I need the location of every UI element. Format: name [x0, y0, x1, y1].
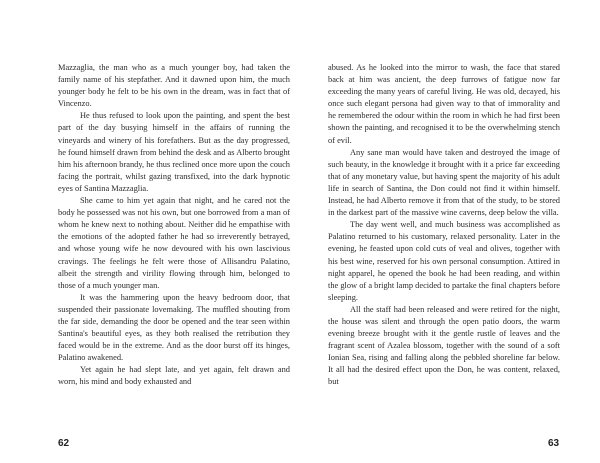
left-paragraph-2: He thus refused to look upon the painting, and spent the best part of the day busying himself in the affairs of running the vineyards and winery of his forefathers. But as the day progressed, he found himself drawn from behind the desk and as Alberto brought him his afternoon brandy, he thus reclined once more upon the couch facing the portrait, whilst gazing transfixed, into the dark hypnotic eyes of Santina Mazzaglia.	[58, 111, 290, 193]
right-paragraph-3: The day went well, and much business was accomplished as Palatino returned to his customary, relaxed personality. Later in the evening, he feasted upon cold cuts of veal and olives, together with his best wine, reserved for his own personal consumption. Attired in night apparel, he opened the book he had been reading, and within the glow of a bright lamp decided to partake the final chapters before sleeping.	[328, 220, 560, 302]
left-paragraph-4: It was the hammering upon the heavy bedroom door, that suspended their passionate lovemaking. The muffled shouting from the far side, demanding the door be opened and the tear seen within Santina's beautiful eyes, as they both realised the retribution they faced would be in the extreme. And as the door burst off its hinges, Palatino awakened.	[58, 292, 290, 363]
left-paragraph-5: Yet again he had slept late, and yet again, felt drawn and worn, his mind and body exhausted and	[58, 365, 290, 387]
right-paragraph-4: All the staff had been released and were retired for the night, the house was silent and through the open patio doors, the warm evening breeze brought with it the gentle rustle of leaves and the fragrant scent of Azalea blossom, together with the sound of a soft Ionian Sea, rising and falling along the pebbled shoreline far below. It all had the desired effect upon the Don, he was content, relaxed, but	[328, 304, 560, 387]
right-page	[328, 62, 560, 389]
right-paragraph-2: Any sane man would have taken and destroyed the image of such beauty, in the knowledge it brought with it a price far exceeding that of any monetary value, but having spent the majority of his adult life in search of Santina, the Don could not find it within himself. Instead, he had Alberto remove it from that of the study, to be stored in the darkest part of the massive wine caverns, deep below the villa.	[328, 147, 560, 218]
right-page-number: 63	[548, 438, 560, 449]
left-paragraph-3: She came to him yet again that night, and he cared not the body he possessed was not his own, but one borrowed from a man of whom he knew next to nothing about. Neither did he empathise with the emotions of the adopted father he had so irreverently betrayed, and whose young wife he now devoured with his own lascivious cravings. The feelings he felt were those of Allisandru Palatino, albeit the strength and virility flowing through him, belonged to those of a much younger man.	[58, 196, 290, 290]
left-page-number: 62	[58, 438, 70, 449]
right-paragraph-1: abused. As he looked into the mirror to wash, the face that stared back at him was ancient, the deep furrows of fatigue now far exceeding the many years of careful living. He was old, decayed, his once such elegant persona had given way to that of immorality and he remembered the odour within the room in which he had first been shown the painting, and recognised it to be the overwhelming stench of evil.	[328, 63, 560, 145]
left-paragraph-1: Mazzaglia, the man who as a much younger boy, had taken the family name of his stepfather. And it dawned upon him, the much younger body he felt to be his own in the dream, was in fact that of Vincenzo.	[58, 63, 290, 109]
left-page	[58, 62, 290, 389]
